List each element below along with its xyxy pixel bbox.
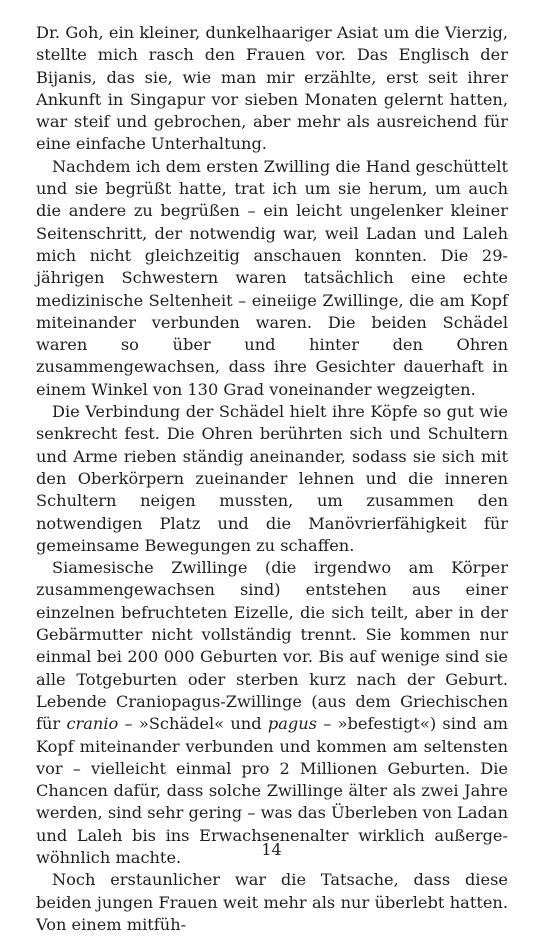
paragraph-5: Noch erstaunlicher war die Tatsache, dass diese beiden jungen Frauen weit mehr als nur überlebt hatten. Von einem mitfüh- xyxy=(36,870,508,934)
page-number: 14 xyxy=(261,840,282,859)
body-text xyxy=(36,22,508,936)
term-pagus: pagus xyxy=(267,714,317,734)
paragraph-4-end: – »befestigt«) sind am Kopf miteinander verbunden und kommen am seltensten vor – vielleicht einmal pro 2 Millionen Geburten. Die Chancen dafür, dass solche Zwillinge älter als zwei Jahre werden, sind sehr gering – was das Überleben von Ladan und Laleh bis ins Erwachsenenalter wirklich außergewöhnlich machte. xyxy=(36,714,508,867)
term-cranio: cranio xyxy=(66,714,119,734)
paragraph-4-start: Siamesische Zwillinge (die irgendwo am Körper zusammengewachsen sind) entstehen aus einer einzelnen befruchteten Eizelle, die sich teilt, aber in der Gebärmutter nicht vollständig trennt. Sie kommen nur einmal bei 200 000 Geburten vor. Bis auf wenige sind sie alle Totgeburten oder sterben kurz nach der Geburt. Lebende Craniopagus-Zwillinge (aus dem Griechischen für xyxy=(36,558,508,734)
paragraph-3: Die Verbindung der Schädel hielt ihre Köpfe so gut wie senkrecht fest. Die Ohren berührten sich und Schultern und Arme rieben ständig aneinander, sodass sie sich mit den Oberkörpern zueinander lehnen und die inneren Schultern neigen mussten, um zusammen den notwendigen Platz und die Manövrierfähigkeit für gemeinsame Bewegungen zu schaffen. xyxy=(36,402,508,555)
paragraph-1: Dr. Goh, ein kleiner, dunkelhaariger Asiat um die Vierzig, stellte mich rasch den Frauen vor. Das Englisch der Bijanis, das sie, wie man mir erzählte, erst seit ihrer Ankunft in Singapur vor sieben Monaten gelernt hatten, war steif und gebrochen, aber mehr als ausreichend für eine einfache Unterhaltung. xyxy=(36,23,508,154)
paragraph-4-mid: – »Schädel« und xyxy=(118,714,268,734)
paragraph-2: Nachdem ich dem ersten Zwilling die Hand geschüttelt und sie begrüßt hatte, trat ich um sie herum, um auch die andere zu begrüßen – ein leicht ungelenker kleiner Seitenschritt, der notwendig war, weil Ladan und Laleh mich nicht gleichzeitig anschauen konnten. Die 29-jährigen Schwestern waren tatsächlich eine echte medizinische Seltenheit – eineiige Zwillinge, die am Kopf miteinander verbunden waren. Die beiden Schädel waren so über und hinter den Ohren zusammengewachsen, dass ihre Gesichter dauerhaft in einem Winkel von 130 Grad voneinander wegzeigten. xyxy=(36,156,508,399)
paragraph-4 xyxy=(36,557,508,869)
